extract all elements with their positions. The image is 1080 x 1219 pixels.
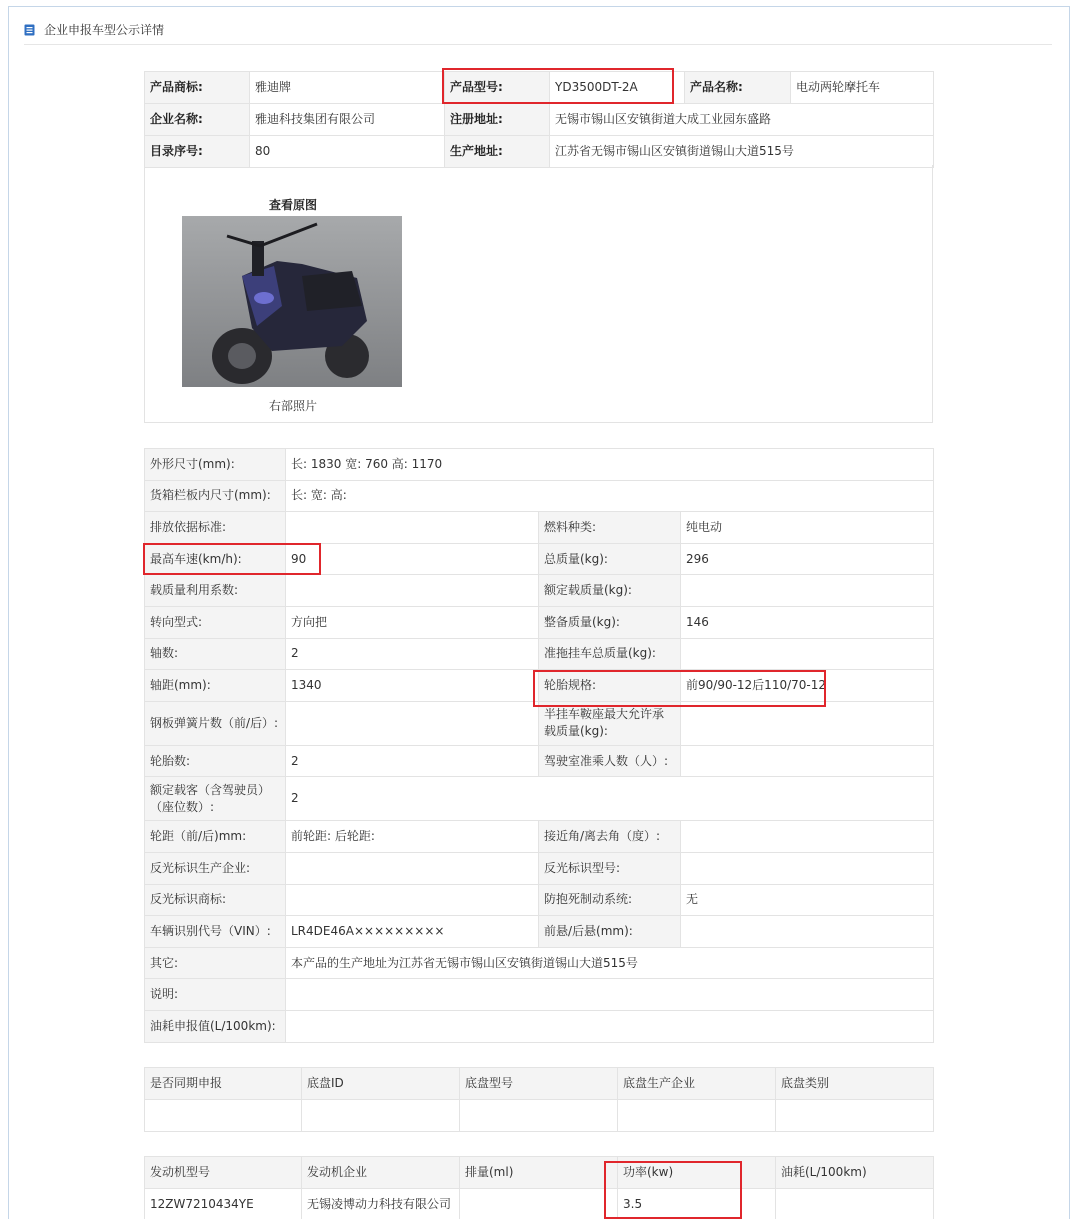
load-coef-label: 载质量利用系数: xyxy=(145,575,286,607)
load-coef-value xyxy=(286,575,539,607)
spring-value xyxy=(286,701,539,745)
engine-header-fuel: 油耗(L/100km) xyxy=(776,1157,934,1189)
prod-address-label: 生产地址: xyxy=(445,136,550,168)
chassis-header-model: 底盘型号 xyxy=(460,1068,618,1100)
chassis-cell xyxy=(776,1100,934,1132)
reflect-model-value xyxy=(681,852,934,884)
tire-value: 前90/90-12后110/70-12 xyxy=(681,670,934,702)
wheelbase-value: 1340 xyxy=(286,670,539,702)
tire-count-value: 2 xyxy=(286,745,539,777)
engine-displacement-value xyxy=(460,1189,618,1219)
spring-label: 钢板弹簧片数（前/后）: xyxy=(145,701,286,745)
curb-mass-value: 146 xyxy=(681,606,934,638)
chassis-cell xyxy=(145,1100,302,1132)
reflect-company-value xyxy=(286,852,539,884)
prod-address-value: 江苏省无锡市锡山区安镇街道锡山大道515号 xyxy=(550,136,934,168)
overhang-value xyxy=(681,916,934,948)
seats-label: 额定载客（含驾驶员）（座位数）: xyxy=(145,777,286,821)
chassis-header-maker: 底盘生产企业 xyxy=(618,1068,776,1100)
page-title: 企业申报车型公示详情 xyxy=(44,23,165,37)
saddle-value xyxy=(681,701,934,745)
reg-address-value: 无锡市锡山区安镇街道大成工业园东盛路 xyxy=(550,104,934,136)
company-label: 企业名称: xyxy=(145,104,250,136)
reflect-brand-value xyxy=(286,884,539,916)
abs-value: 无 xyxy=(681,884,934,916)
vehicle-photo[interactable] xyxy=(182,216,402,387)
dims-label: 外形尺寸(mm): xyxy=(145,449,286,481)
axles-value: 2 xyxy=(286,638,539,670)
track-value: 前轮距: 后轮距: xyxy=(286,821,539,853)
track-label: 轮距（前/后)mm: xyxy=(145,821,286,853)
tire-label: 轮胎规格: xyxy=(539,670,681,702)
wheelbase-label: 轴距(mm): xyxy=(145,670,286,702)
fuel-consumption-value xyxy=(286,1010,934,1042)
view-original-link[interactable]: 查看原图 xyxy=(269,198,318,212)
cargo-label: 货箱栏板内尺寸(mm): xyxy=(145,480,286,512)
chassis-header-type: 底盘类别 xyxy=(776,1068,934,1100)
vin-label: 车辆识别代号（VIN）: xyxy=(145,916,286,948)
reg-address-label: 注册地址: xyxy=(445,104,550,136)
cab-label: 驾驶室准乘人数（人）: xyxy=(539,745,681,777)
seats-value: 2 xyxy=(286,777,934,821)
engine-table xyxy=(144,1156,934,1219)
model-label: 产品型号: xyxy=(445,72,550,104)
reflect-company-label: 反光标识生产企业: xyxy=(145,852,286,884)
steering-label: 转向型式: xyxy=(145,606,286,638)
saddle-label: 半挂车鞍座最大允许承载质量(kg): xyxy=(539,701,681,745)
engine-fuel-value xyxy=(776,1189,934,1219)
reflect-brand-label: 反光标识商标: xyxy=(145,884,286,916)
basic-info-table xyxy=(144,71,934,168)
brand-label: 产品商标: xyxy=(145,72,250,104)
fuel-consumption-label: 油耗申报值(L/100km): xyxy=(145,1010,286,1042)
engine-header-power: 功率(kw) xyxy=(618,1157,776,1189)
fuel-value: 纯电动 xyxy=(681,512,934,544)
emission-value xyxy=(286,512,539,544)
curb-mass-label: 整备质量(kg): xyxy=(539,606,681,638)
photo-panel xyxy=(144,165,933,423)
total-mass-label: 总质量(kg): xyxy=(539,543,681,575)
speed-label: 最高车速(km/h): xyxy=(145,543,286,575)
model-value: YD3500DT-2A xyxy=(550,72,685,104)
emission-label: 排放依据标准: xyxy=(145,512,286,544)
catalog-value: 80 xyxy=(250,136,445,168)
angle-label: 接近角/离去角（度）: xyxy=(539,821,681,853)
rated-load-value xyxy=(681,575,934,607)
vin-value: LR4DE46A××××××××× xyxy=(286,916,539,948)
cab-value xyxy=(681,745,934,777)
note-value xyxy=(286,979,934,1011)
chassis-cell xyxy=(302,1100,460,1132)
chassis-header-sync: 是否同期申报 xyxy=(145,1068,302,1100)
chassis-cell xyxy=(618,1100,776,1132)
chassis-header-id: 底盘ID xyxy=(302,1068,460,1100)
engine-header-company: 发动机企业 xyxy=(302,1157,460,1189)
overhang-label: 前悬/后悬(mm): xyxy=(539,916,681,948)
engine-power-value: 3.5 xyxy=(618,1189,776,1219)
company-value: 雅迪科技集团有限公司 xyxy=(250,104,445,136)
photo-caption: 右部照片 xyxy=(269,399,318,413)
angle-value xyxy=(681,821,934,853)
total-mass-value: 296 xyxy=(681,543,934,575)
tire-count-label: 轮胎数: xyxy=(145,745,286,777)
product-name-value: 电动两轮摩托车 xyxy=(791,72,934,104)
engine-model-value: 12ZW7210434YE xyxy=(145,1189,302,1219)
reflect-model-label: 反光标识型号: xyxy=(539,852,681,884)
other-label: 其它: xyxy=(145,947,286,979)
section-header xyxy=(24,20,1052,45)
other-value: 本产品的生产地址为江苏省无锡市锡山区安镇街道锡山大道515号 xyxy=(286,947,934,979)
axles-label: 轴数: xyxy=(145,638,286,670)
document-icon xyxy=(24,24,35,36)
abs-label: 防抱死制动系统: xyxy=(539,884,681,916)
catalog-label: 目录序号: xyxy=(145,136,250,168)
speed-value: 90 xyxy=(286,543,539,575)
chassis-table xyxy=(144,1067,934,1132)
engine-company-value: 无锡凌博动力科技有限公司 xyxy=(302,1189,460,1219)
fuel-label: 燃料种类: xyxy=(539,512,681,544)
brand-value: 雅迪牌 xyxy=(250,72,445,104)
cargo-value: 长: 宽: 高: xyxy=(286,480,934,512)
engine-header-displacement: 排量(ml) xyxy=(460,1157,618,1189)
spec-table xyxy=(144,448,934,1043)
note-label: 说明: xyxy=(145,979,286,1011)
dims-value: 长: 1830 宽: 760 高: 1170 xyxy=(286,449,934,481)
product-name-label: 产品名称: xyxy=(685,72,791,104)
rated-load-label: 额定载质量(kg): xyxy=(539,575,681,607)
steering-value: 方向把 xyxy=(286,606,539,638)
trailer-value xyxy=(681,638,934,670)
engine-header-model: 发动机型号 xyxy=(145,1157,302,1189)
chassis-cell xyxy=(460,1100,618,1132)
trailer-label: 准拖挂车总质量(kg): xyxy=(539,638,681,670)
